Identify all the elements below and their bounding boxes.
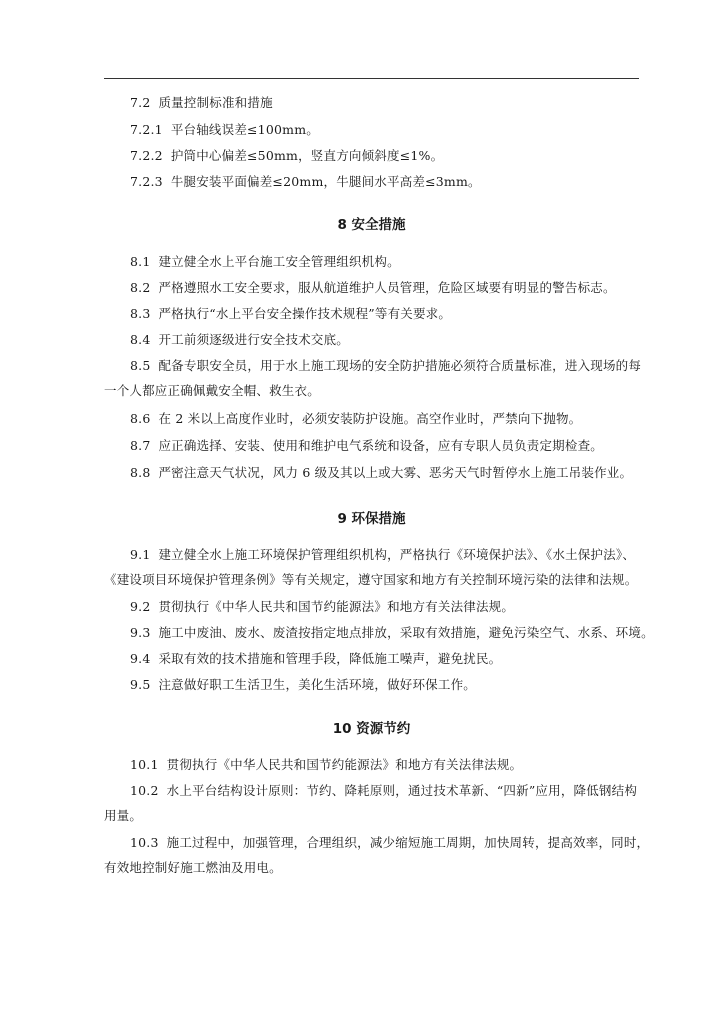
item-number: 9.1	[130, 547, 151, 562]
list-item	[130, 148, 443, 164]
item-number: 10.2	[130, 783, 159, 798]
item-text: 施工中废油、废水、废渣按指定地点排放，采取有效措施，避免污染空气、水系、环境。	[158, 625, 654, 640]
list-item	[130, 835, 649, 851]
section-number: 7.2	[130, 95, 151, 110]
list-item-continuation: 《建设项目环境保护管理条例》等有关规定，遵守国家和地方有关控制环境污染的法律和法规。	[104, 572, 638, 587]
list-item	[130, 465, 632, 481]
item-number: 9.2	[130, 599, 151, 614]
item-text: 严密注意天气状况，风力 6 级及其以上或大雾、恶劣天气时暂停水上施工吊装作业。	[158, 465, 633, 480]
list-item	[130, 677, 476, 693]
list-item	[130, 122, 319, 138]
item-text: 严格执行“水上平台安全操作技术规程”等有关要求。	[158, 306, 452, 321]
item-text: 配备专职安全员，用于水上施工现场的安全防护措施必须符合质量标准，进入现场的每	[158, 358, 642, 373]
list-item-continuation: 有效地控制好施工燃油及用电。	[104, 860, 282, 875]
item-number: 8.5	[130, 358, 151, 373]
item-text: 建立健全水上平台施工安全管理组织机构。	[158, 254, 400, 269]
item-number: 7.2.3	[130, 174, 163, 189]
list-item	[130, 358, 641, 374]
list-item	[130, 174, 481, 190]
list-item-continuation: 一个人都应正确佩戴安全帽、救生衣。	[104, 383, 320, 398]
item-number: 8.8	[130, 465, 151, 480]
list-item	[130, 757, 522, 773]
item-text: 采取有效的技术措施和管理手段，降低施工噪声，避免扰民。	[158, 651, 502, 666]
list-item	[130, 547, 635, 563]
section-title: 质量控制标准和措施	[158, 95, 273, 110]
header-rule	[104, 78, 639, 79]
item-text: 在 2 米以上高度作业时，必须安装防护设施。高空作业时，严禁向下抛物。	[158, 411, 582, 426]
item-number: 8.1	[130, 254, 151, 269]
list-item	[130, 599, 514, 615]
item-text: 严格遵照水工安全要求，服从航道维护人员管理，危险区域要有明显的警告标志。	[158, 280, 616, 295]
list-item	[130, 411, 581, 427]
item-text: 施工过程中，加强管理，合理组织，减少缩短施工周期，加快周转，提高效率，同时，	[166, 835, 650, 850]
item-text: 应正确选择、安装、使用和维护电气系统和设备，应有专职人员负责定期检查。	[158, 438, 603, 453]
item-text: 贯彻执行《中华人民共和国节约能源法》和地方有关法律法规。	[158, 599, 515, 614]
item-text: 贯彻执行《中华人民共和国节约能源法》和地方有关法律法规。	[166, 757, 523, 772]
list-item	[130, 625, 654, 641]
item-text: 建立健全水上施工环境保护管理组织机构，严格执行《环境保护法》、《水土保护法》、	[158, 547, 636, 562]
item-number: 7.2.1	[130, 122, 163, 137]
item-text: 牛腿安装平面偏差≤20mm，牛腿间水平高差≤3mm。	[170, 174, 481, 189]
list-item-continuation: 用量。	[104, 808, 143, 823]
item-number: 8.4	[130, 332, 151, 347]
item-text: 护筒中心偏差≤50mm，竖直方向倾斜度≤1%。	[170, 148, 444, 163]
section-8-heading: 8 安全措施	[337, 217, 406, 233]
section-9-heading: 9 环保措施	[337, 511, 406, 527]
item-number: 10.1	[130, 757, 159, 772]
item-text: 开工前须逐级进行安全技术交底。	[158, 332, 349, 347]
item-number: 10.3	[130, 835, 159, 850]
item-number: 9.4	[130, 651, 151, 666]
list-item	[130, 254, 400, 270]
item-text: 平台轴线误差≤100mm。	[170, 122, 319, 137]
list-item	[130, 306, 451, 322]
list-item	[130, 783, 637, 799]
item-number: 9.3	[130, 625, 151, 640]
item-text: 注意做好职工生活卫生，美化生活环境，做好环保工作。	[158, 677, 476, 692]
item-text: 水上平台结构设计原则：节约、降耗原则，通过技术革新、“四新”应用，降低钢结构	[166, 783, 638, 798]
item-number: 8.6	[130, 411, 151, 426]
item-number: 8.3	[130, 306, 151, 321]
item-number: 7.2.2	[130, 148, 163, 163]
item-number: 8.7	[130, 438, 151, 453]
list-item	[130, 332, 349, 348]
section-10-heading: 10 资源节约	[332, 721, 411, 737]
item-number: 9.5	[130, 677, 151, 692]
list-item	[130, 651, 501, 667]
item-number: 8.2	[130, 280, 151, 295]
list-item	[130, 438, 603, 454]
section-7-2-title	[130, 95, 273, 111]
list-item	[130, 280, 616, 296]
